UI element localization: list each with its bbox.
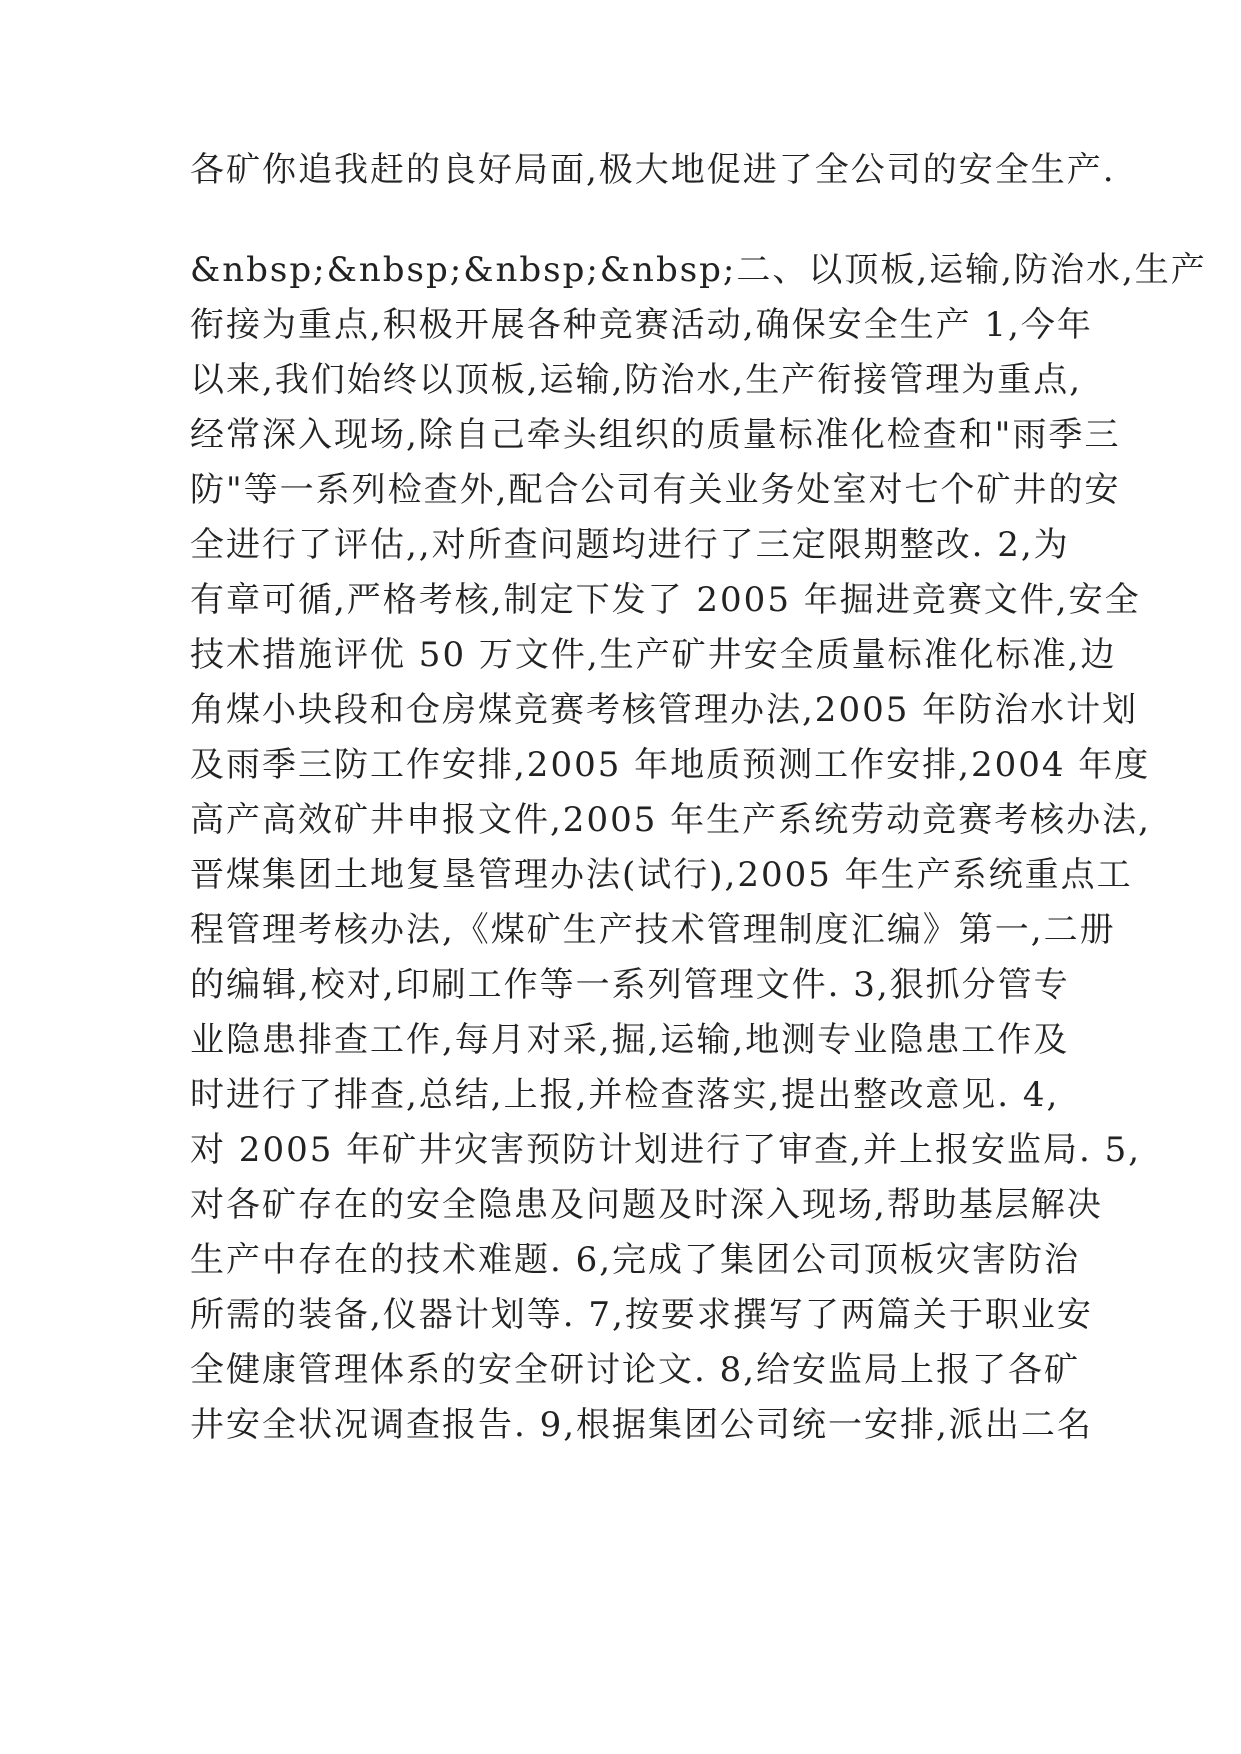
text-line: 衔接为重点,积极开展各种竞赛活动,确保安全生产 1,今年 — [190, 305, 1093, 345]
text-line: 晋煤集团土地复垦管理办法(试行),2005 年生产系统重点工 — [190, 855, 1133, 895]
text-line: 全进行了评估,,对所查问题均进行了三定限期整改. 2,为 — [190, 525, 1070, 565]
text-line: 程管理考核办法,《煤矿生产技术管理制度汇编》第一,二册 — [190, 910, 1116, 950]
text-line: 全健康管理体系的安全研讨论文. 8,给安监局上报了各矿 — [190, 1350, 1081, 1390]
text-line: 时进行了排查,总结,上报,并检查落实,提出整改意见. 4, — [190, 1075, 1060, 1115]
text-line: 有章可循,严格考核,制定下发了 2005 年掘进竞赛文件,安全 — [190, 580, 1141, 620]
text-line: 所需的装备,仪器计划等. 7,按要求撰写了两篇关于职业安 — [190, 1295, 1093, 1335]
text-line: 及雨季三防工作安排,2005 年地质预测工作安排,2004 年度 — [190, 745, 1151, 785]
text-line: &nbsp;&nbsp;&nbsp;&nbsp;二、以顶板,运输,防治水,生产 — [190, 250, 1207, 290]
text-line: 各矿你追我赶的良好局面,极大地促进了全公司的安全生产. — [190, 150, 1116, 190]
text-line: 业隐患排查工作,每月对采,掘,运输,地测专业隐患工作及 — [190, 1020, 1070, 1060]
text-line: 技术措施评优 50 万文件,生产矿井安全质量标准化标准,边 — [190, 635, 1117, 675]
text-line: 角煤小块段和仓房煤竞赛考核管理办法,2005 年防治水计划 — [190, 690, 1139, 730]
text-line: 以来,我们始终以顶板,运输,防治水,生产衔接管理为重点, — [190, 360, 1083, 400]
text-line: 对 2005 年矿井灾害预防计划进行了审查,并上报安监局. 5, — [190, 1130, 1142, 1170]
text-line: 的编辑,校对,印刷工作等一系列管理文件. 3,狠抓分管专 — [190, 965, 1070, 1005]
text-line: 高产高效矿井申报文件,2005 年生产系统劳动竞赛考核办法, — [190, 800, 1151, 840]
text-line: 生产中存在的技术难题. 6,完成了集团公司顶板灾害防治 — [190, 1240, 1081, 1280]
text-line: 经常深入现场,除自己牵头组织的质量标准化检查和"雨季三 — [190, 415, 1121, 455]
text-line: 防"等一系列检查外,配合公司有关业务处室对七个矿井的安 — [190, 470, 1121, 510]
text-line: 井安全状况调查报告. 9,根据集团公司统一安排,派出二名 — [190, 1405, 1093, 1445]
text-line: 对各矿存在的安全隐患及问题及时深入现场,帮助基层解决 — [190, 1185, 1103, 1225]
